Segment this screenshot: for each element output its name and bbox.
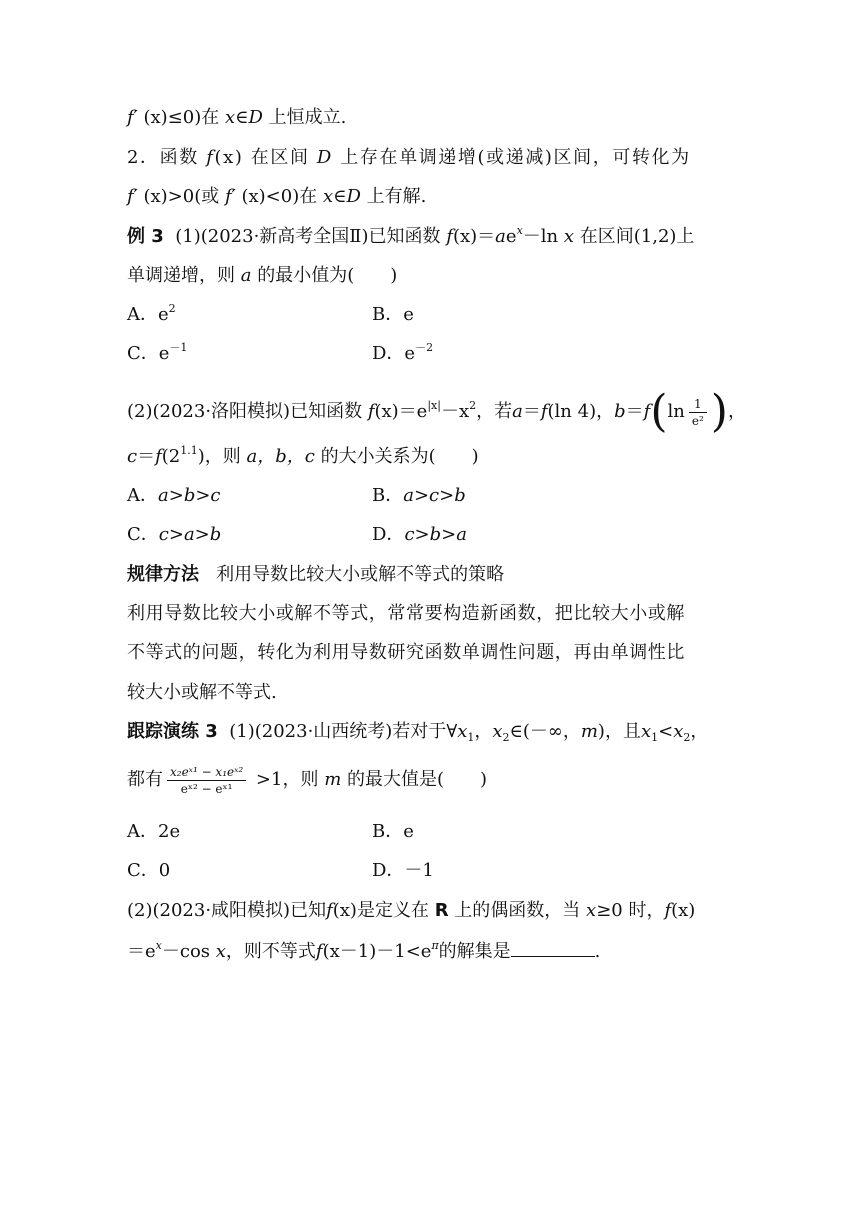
text: (x)≤0)在: [143, 107, 220, 128]
text: 上恒成立.: [268, 107, 347, 128]
text: (x－1)－1<e: [322, 941, 432, 962]
text: －cos: [161, 941, 211, 962]
text: ∈: [235, 107, 249, 128]
text: x: [516, 224, 523, 237]
text: (x): [214, 147, 244, 168]
text: (x)＝: [452, 226, 496, 247]
text: x: [640, 721, 652, 742]
text: c>b>a: [404, 524, 467, 545]
text: )，且: [597, 721, 641, 742]
text: D．: [372, 524, 405, 545]
text: ，: [690, 721, 709, 742]
text: (x): [671, 900, 696, 921]
text: A．2e: [127, 821, 181, 842]
text: )，则: [197, 446, 241, 467]
example-3-part-2-line-1: [127, 386, 746, 437]
text: 在区间: [250, 147, 310, 168]
text: －2: [415, 341, 434, 354]
text: |x|: [427, 399, 441, 412]
text: .: [594, 941, 601, 962]
text: ln: [667, 401, 685, 422]
item-2-line-2: [127, 184, 742, 210]
example-3-line-2: [127, 263, 742, 289]
text: m: [580, 721, 598, 742]
practice-3-line-1: 跟踪演练 3 (1)(2023·山西统考)若对于$\forall x_1$，$x_2\in(-\infty$，m)，且$x_1<x_2$，: [127, 721, 709, 744]
option-c: [127, 341, 187, 367]
text: f: [540, 401, 548, 422]
option-c: [127, 858, 170, 884]
text: R: [434, 900, 449, 921]
text: (x)＝e: [374, 401, 428, 422]
text: 上有解.: [366, 186, 427, 207]
text: 2．函数: [127, 147, 199, 168]
method-text-line-1: [127, 601, 742, 627]
text: －ln: [522, 226, 559, 247]
text: (x)>0(或: [143, 186, 220, 207]
text: D: [346, 186, 361, 207]
text: D．e: [372, 343, 416, 364]
text: ，则不等式: [225, 941, 316, 962]
text: ∈: [333, 186, 347, 207]
text: ＝: [625, 401, 644, 422]
text: 1.1: [180, 444, 198, 457]
fraction-denominator: eˣ² − eˣ¹: [180, 781, 233, 796]
right-paren: ): [710, 386, 728, 437]
text: x: [492, 721, 503, 742]
text: ，若: [476, 401, 513, 422]
text: D: [316, 147, 333, 168]
text: (1)(2023·山西统考)若对于∀: [229, 721, 458, 742]
text: x: [563, 226, 575, 247]
option-b: [372, 483, 466, 509]
text: b: [614, 401, 626, 422]
answer-blank[interactable]: [511, 938, 595, 957]
text: －x: [440, 401, 470, 422]
text: D: [248, 107, 263, 128]
fraction-one-over-e-squared: [689, 396, 707, 429]
text: C．: [127, 524, 159, 545]
text: 都有: [127, 769, 163, 790]
option-a: [127, 819, 180, 845]
option-a: [127, 302, 176, 328]
method-text-line-3: [127, 680, 742, 706]
text: x: [155, 939, 162, 952]
item-2-line-1: [127, 145, 742, 171]
text: f: [367, 401, 375, 422]
text: ∈(－∞，: [509, 721, 581, 742]
text: (2: [161, 446, 181, 467]
text: f: [326, 900, 333, 921]
text: c: [127, 446, 138, 467]
example-3-line-1: [127, 224, 742, 250]
text: 较大小或解不等式.: [127, 682, 277, 703]
example-label: 例 3: [127, 226, 164, 247]
text: 2: [168, 302, 176, 315]
text: f′: [127, 186, 138, 207]
text: 2: [469, 399, 477, 412]
option-d: [372, 341, 433, 367]
method-text-line-2: [127, 640, 742, 666]
text: 的解集是: [438, 941, 511, 962]
text: x: [586, 900, 597, 921]
text: ≥0 时，: [596, 900, 665, 921]
text: f′: [127, 107, 138, 128]
practice-3-part-2-line-2: [127, 938, 742, 965]
text: f: [643, 401, 651, 422]
text: a，b，c: [246, 446, 315, 467]
text: a: [512, 401, 523, 422]
option-c: [127, 522, 221, 548]
text: f′: [224, 186, 236, 207]
text: C．e: [127, 343, 170, 364]
text: B．e: [372, 821, 414, 842]
text: C．0: [127, 860, 171, 881]
option-b: [372, 302, 414, 328]
text: D．－1: [372, 860, 434, 881]
text: (2)(2023·洛阳模拟)已知函数: [127, 401, 363, 422]
text-line-condition: [127, 105, 742, 131]
text: c>a>b: [158, 524, 222, 545]
text: x: [673, 721, 684, 742]
text: x: [322, 186, 334, 207]
option-d: [372, 858, 434, 884]
text: a: [240, 265, 252, 286]
text: ＝: [137, 446, 156, 467]
text: a: [495, 226, 506, 247]
text: (1)(2023·新高考全国Ⅱ)已知函数: [175, 226, 441, 247]
option-b: [372, 819, 414, 845]
text: f: [664, 900, 672, 921]
method-label: 规律方法: [127, 564, 199, 585]
text: x: [215, 941, 226, 962]
fraction-numerator: x₂eˣ¹ − x₁eˣ²: [167, 764, 246, 781]
text: 单调递增，则: [127, 265, 235, 286]
text: f: [315, 941, 323, 962]
method-heading: [127, 562, 742, 588]
practice-3-line-2: [127, 758, 742, 802]
text: 在区间(1,2)上: [579, 226, 695, 247]
text: π: [431, 939, 439, 952]
text: m: [324, 769, 342, 790]
text: x: [224, 107, 236, 128]
practice-label: 跟踪演练 3: [127, 721, 218, 742]
text: ，: [727, 401, 746, 422]
text: 的大小关系为( ): [320, 446, 479, 467]
text: 上存在单调递增(或递减)区间，可转化为: [340, 147, 691, 168]
text: f: [155, 446, 162, 467]
text: f: [446, 226, 453, 247]
text: B．e: [372, 304, 414, 325]
text: a>b>c: [158, 485, 221, 506]
text: 的最小值为( ): [257, 265, 398, 286]
text: e: [505, 226, 517, 247]
text: (x)是定义在: [332, 900, 429, 921]
text: (ln 4)，: [547, 401, 615, 422]
text: ，: [474, 721, 493, 742]
text: 的最大值是( ): [347, 769, 488, 790]
left-paren: (: [650, 386, 668, 437]
option-a: [127, 483, 221, 509]
text: 上的偶函数，当: [454, 900, 581, 921]
text: 不等式的问题，转化为利用导数研究函数单调性问题，再由单调性比: [127, 642, 685, 663]
text: (2)(2023·咸阳模拟)已知: [127, 900, 327, 921]
method-title: 利用导数比较大小或解不等式的策略: [216, 564, 505, 585]
text: (x)<0)在: [241, 186, 318, 207]
text: <: [658, 721, 674, 742]
fraction-inequality: [167, 764, 246, 797]
text: 利用导数比较大小或解不等式，常常要构造新函数，把比较大小或解: [127, 603, 685, 624]
fraction-denominator: e²: [691, 413, 704, 428]
text: ＝: [522, 401, 541, 422]
text: a>c>b: [403, 485, 466, 506]
text: －1: [169, 341, 188, 354]
example-3-part-2-line-2: [127, 444, 742, 470]
text: ＝e: [127, 941, 156, 962]
text: f: [206, 147, 215, 168]
text: B．: [372, 485, 404, 506]
option-d: [372, 522, 467, 548]
text: x: [457, 721, 468, 742]
fraction-numerator: 1: [689, 396, 707, 413]
text: A．: [127, 485, 158, 506]
text: >1，则: [255, 769, 319, 790]
text: A．e: [127, 304, 169, 325]
practice-3-part-2-line-1: [127, 898, 742, 924]
